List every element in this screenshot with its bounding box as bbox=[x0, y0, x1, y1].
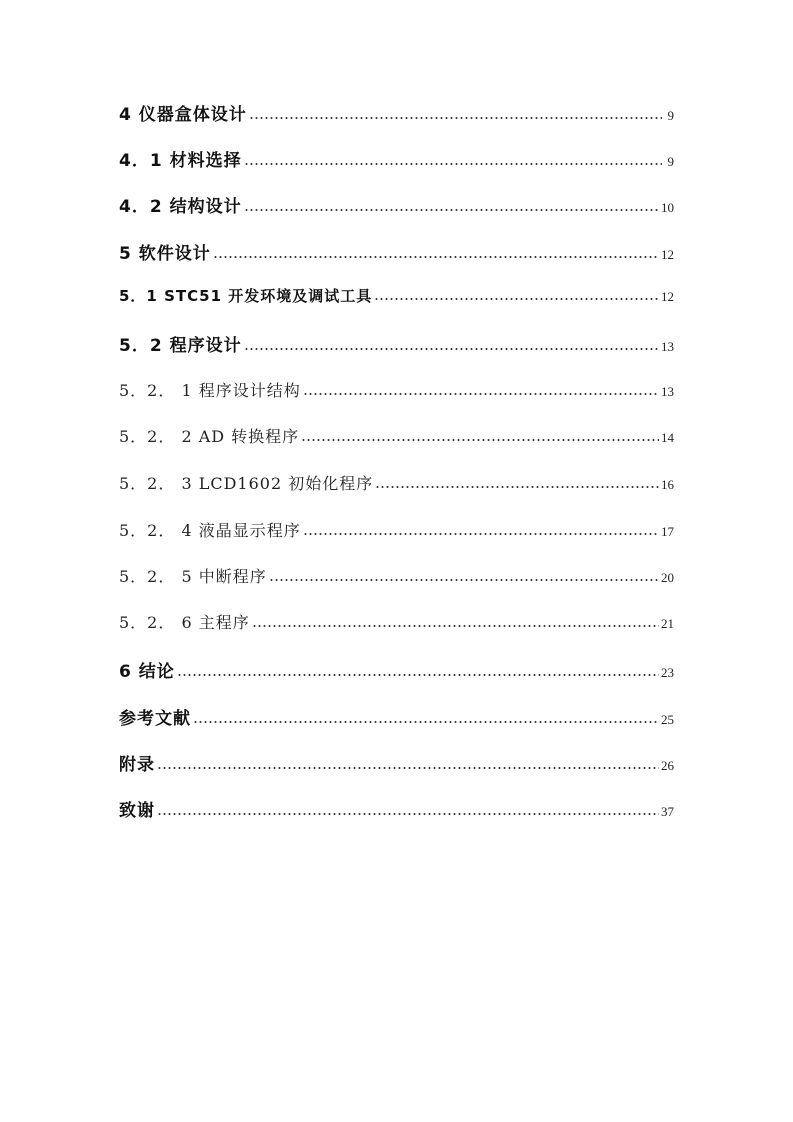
toc-entry-5-2-6[interactable] bbox=[119, 610, 674, 657]
toc-entry-references[interactable] bbox=[119, 704, 674, 750]
dot-leader bbox=[244, 339, 659, 351]
toc-entry-4[interactable] bbox=[119, 100, 674, 146]
toc-entry-page: 13 bbox=[661, 384, 674, 399]
toc-entry-page: 10 bbox=[661, 200, 674, 215]
dot-leader bbox=[177, 665, 659, 677]
toc-entry-5-1[interactable] bbox=[119, 285, 674, 331]
toc-entry-5-2-3[interactable] bbox=[119, 471, 674, 518]
toc-entry-page: 9 bbox=[667, 154, 674, 169]
toc-entry-page: 17 bbox=[661, 524, 674, 539]
toc-entry-title: 5．2． 2 AD 转换程序 bbox=[119, 427, 300, 446]
dot-leader bbox=[213, 247, 659, 259]
dot-leader bbox=[269, 570, 659, 582]
toc-entry-title: 5 软件设计 bbox=[119, 244, 211, 264]
toc-entry-title: 5．2． 6 主程序 bbox=[119, 613, 250, 632]
toc-entry-title: 5．2． 5 中断程序 bbox=[119, 567, 267, 586]
toc-entry-5-2-4[interactable] bbox=[119, 518, 674, 564]
toc-entry-page: 37 bbox=[661, 804, 674, 819]
dot-leader bbox=[193, 712, 659, 724]
toc-entry-page: 25 bbox=[661, 712, 674, 727]
toc-entry-5-2-2[interactable] bbox=[119, 424, 674, 471]
dot-leader bbox=[303, 524, 659, 536]
toc-entry-page: 12 bbox=[661, 289, 674, 304]
toc-entry-page: 26 bbox=[661, 758, 674, 773]
toc-entry-5-2-5[interactable] bbox=[119, 564, 674, 610]
toc-entry-title: 5．2． 1 程序设计结构 bbox=[119, 381, 301, 400]
toc-entry-page: 12 bbox=[661, 247, 674, 262]
toc-entry-page: 13 bbox=[661, 339, 674, 354]
toc-entry-title: 4 仪器盒体设计 bbox=[119, 105, 247, 125]
toc-entry-title: 参考文献 bbox=[119, 709, 191, 729]
dot-leader bbox=[244, 200, 659, 212]
toc-entry-4-2[interactable] bbox=[119, 192, 674, 239]
toc-entry-title: 5．2． 4 液晶显示程序 bbox=[119, 521, 301, 540]
toc-entry-5-2-1[interactable] bbox=[119, 378, 674, 424]
dot-leader bbox=[249, 108, 662, 120]
toc-entry-title: 致谢 bbox=[119, 801, 155, 821]
toc-entry-6[interactable] bbox=[119, 657, 674, 704]
dot-leader bbox=[301, 430, 659, 442]
dot-leader bbox=[303, 384, 659, 396]
toc-entry-page: 23 bbox=[661, 665, 674, 680]
toc-entry-title: 5．1 STC51 开发环境及调试工具 bbox=[119, 287, 373, 305]
dot-leader bbox=[374, 289, 659, 301]
toc-entry-5[interactable] bbox=[119, 239, 674, 285]
dot-leader bbox=[252, 616, 659, 628]
toc-entry-page: 20 bbox=[661, 570, 674, 585]
toc-entry-title: 5．2． 3 LCD1602 初始化程序 bbox=[119, 474, 374, 493]
dot-leader bbox=[244, 154, 662, 166]
toc-entry-page: 16 bbox=[661, 477, 674, 492]
table-of-contents bbox=[119, 100, 674, 842]
dot-leader bbox=[157, 758, 659, 770]
toc-entry-page: 14 bbox=[661, 430, 674, 445]
toc-entry-title: 5．2 程序设计 bbox=[119, 336, 242, 356]
dot-leader bbox=[157, 804, 659, 816]
toc-entry-page: 21 bbox=[661, 616, 674, 631]
toc-entry-acknowledgements[interactable] bbox=[119, 796, 674, 842]
toc-entry-4-1[interactable] bbox=[119, 146, 674, 192]
toc-entry-5-2[interactable] bbox=[119, 331, 674, 378]
toc-entry-appendix[interactable] bbox=[119, 750, 674, 796]
dot-leader bbox=[375, 477, 659, 489]
toc-entry-page: 9 bbox=[667, 108, 674, 123]
toc-entry-title: 6 结论 bbox=[119, 662, 175, 682]
toc-entry-title: 4．1 材料选择 bbox=[119, 151, 242, 171]
toc-entry-title: 4．2 结构设计 bbox=[119, 197, 242, 217]
toc-entry-title: 附录 bbox=[119, 755, 155, 775]
